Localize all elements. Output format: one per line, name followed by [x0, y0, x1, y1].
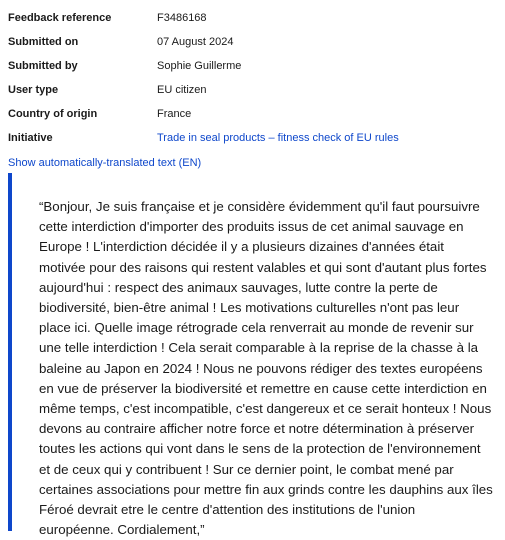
- detail-label: Feedback reference: [8, 12, 112, 24]
- detail-value: F3486168: [157, 12, 207, 24]
- feedback-quote: [8, 173, 505, 538]
- detail-row-submitted-by: [8, 54, 498, 78]
- detail-value: Sophie Guillerme: [157, 60, 242, 72]
- detail-label: User type: [8, 84, 59, 96]
- show-translation-link[interactable]: Show automatically-translated text (EN): [8, 157, 202, 169]
- initiative-link[interactable]: Trade in seal products – fitness check of EU rules: [157, 132, 399, 144]
- detail-row-country: [8, 102, 498, 126]
- detail-value: EU citizen: [157, 84, 207, 96]
- detail-row-submitted-on: [8, 30, 498, 54]
- detail-label: Submitted by: [8, 60, 78, 72]
- detail-row-user-type: [8, 78, 498, 102]
- feedback-details: [8, 6, 498, 150]
- detail-label: Country of origin: [8, 108, 98, 120]
- detail-value: France: [157, 108, 192, 120]
- detail-row-initiative: [8, 126, 498, 150]
- detail-row-feedback-reference: [8, 6, 498, 30]
- detail-value: 07 August 2024: [157, 36, 234, 48]
- feedback-text: “Bonjour, Je suis française et je considère évidemment qu'il faut poursuivre cette interdiction d'importer des produits issus de cet animal sauvage en Europe ! L'interdiction décidée il y a plusieurs dizaines d'années était motivée pour des raisons qui restent valables et qui sont d'autant plus fortes aujourd'hui : respect des animaux sauvages, lutte contre la perte de biodiversité, bien-être animal ! Les motivations culturelles n'ont pas leur place ici. Quelle image rétrograde cela renverrait au monde de revenir sur une telle interdiction ! Cela serait comparable à la reprise de la chasse à la baleine au Japon en 2024 ! Nous ne pouvons rédiger des textes européens en vue de préserver la biodiversité et remettre en cause cette interdiction en même temps, c'est incompatible, c'est dangereux et ce serait honteux ! Nous devons au contraire afficher notre force et notre détermination à préserver toutes les actions qui vont dans le sens de la protection de l'environnement et de ceux qui y contribuent ! Sur ce dernier point, le combat mené par certaines associations pour mettre fin aux grinds contre les dauphins aux îles Féroé devrait etre le centre d'attention des institutions de l'union européenne. Cordialement,”: [39, 199, 493, 538]
- detail-label: Submitted on: [8, 36, 79, 48]
- detail-label: Initiative: [8, 132, 53, 144]
